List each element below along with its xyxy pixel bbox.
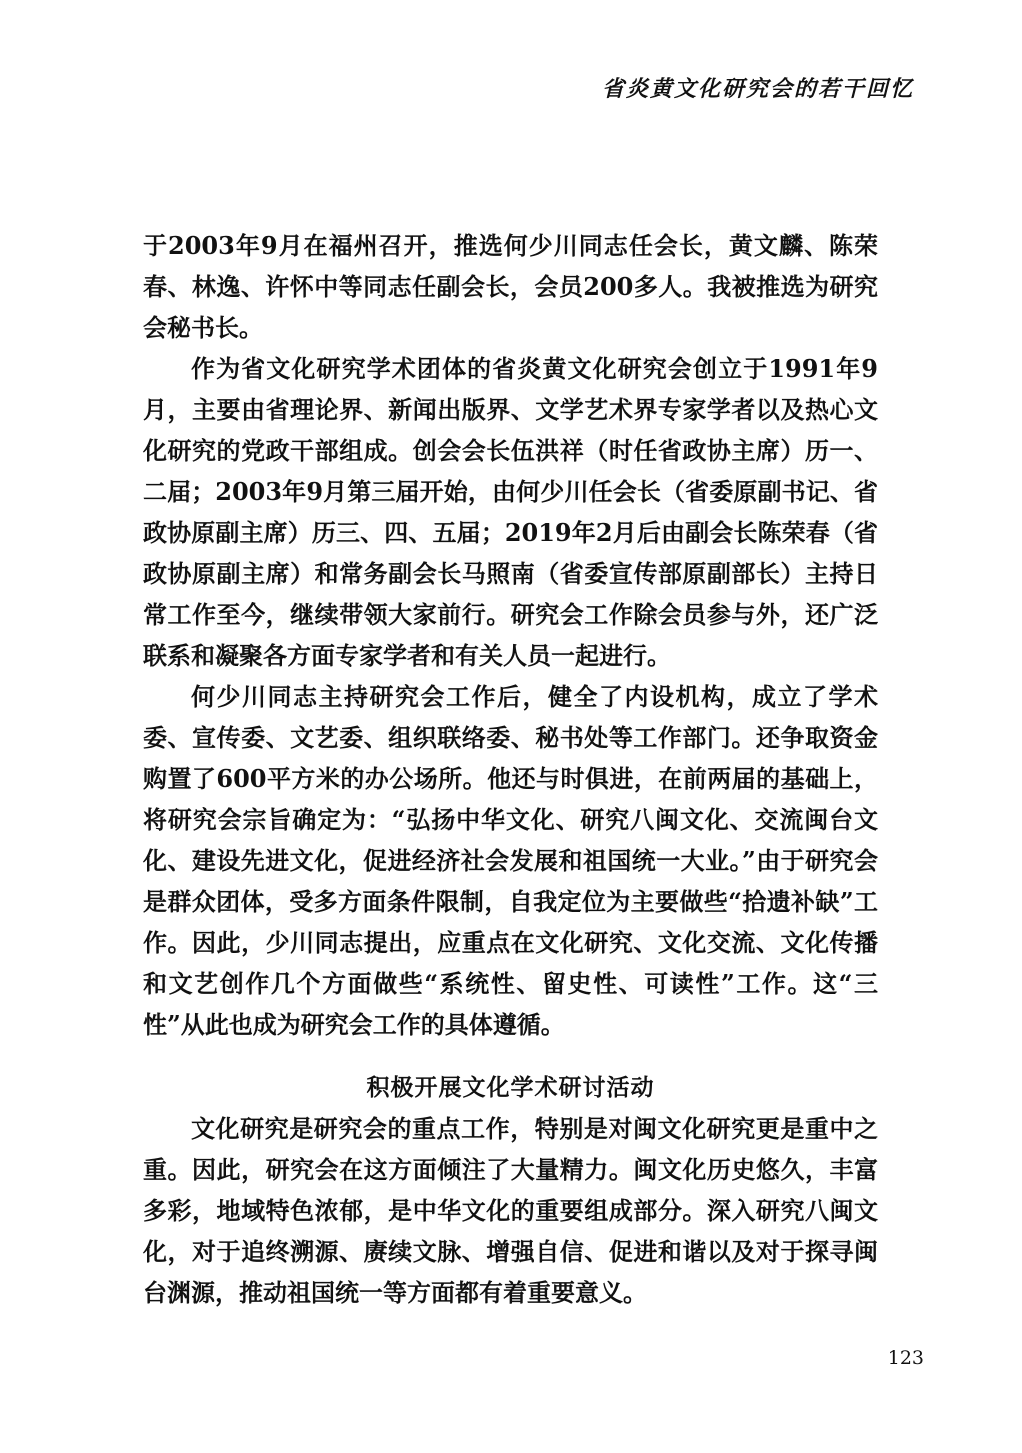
page-number: 123 [887, 1347, 924, 1369]
body-text [143, 225, 878, 1313]
paragraph-research: 文化研究是研究会的重点工作，特别是对闽文化研究更是重中之重。因此，研究会在这方面倾注了大量精力。闽文化历史悠久，丰富多彩，地域特色浓郁，是中华文化的重要组成部分。深入研究八闽文化，对于追终溯源、赓续文脉、增强自信、促进和谐以及对于探寻闽台渊源，推动祖国统一等方面都有着重要意义。 [143, 1114, 878, 1307]
paragraph-founding: 作为省文化研究学术团体的省炎黄文化研究会创立于1991年9月，主要由省理论界、新闻出版界、文学艺术界专家学者以及热心文化研究的党政干部组成。创会会长伍洪祥（时任省政协主席）历一、二届；2003年9月第三届开始，由何少川任会长（省委原副书记、省政协原副主席）历三、四、五届；2019年2月后由副会长陈荣春（省政协原副主席）和常务副会长马照南（省委宣传部原副部长）主持日常工作至今，继续带领大家前行。研究会工作除会员参与外，还广泛联系和凝聚各方面专家学者和有关人员一起进行。 [143, 354, 878, 670]
paragraph-structure: 何少川同志主持研究会工作后，健全了内设机构，成立了学术委、宣传委、文艺委、组织联络委、秘书处等工作部门。还争取资金购置了600平方米的办公场所。他还与时俱进，在前两届的基础上，将研究会宗旨确定为：“弘扬中华文化、研究八闽文化、交流闽台文化、建设先进文化，促进经济社会发展和祖国统一大业。”由于研究会是群众团体，受多方面条件限制，自我定位为主要做些“拾遗补缺”工作。因此，少川同志提出，应重点在文化研究、文化交流、文化传播和文艺创作几个方面做些“系统性、留史性、可读性”工作。这“三性”从此也成为研究会工作的具体遵循。 [143, 682, 878, 1039]
running-header: 省炎黄文化研究会的若干回忆 [601, 76, 914, 102]
section-heading: 积极开展文化学术研讨活动 [366, 1074, 655, 1101]
paragraph-continuation: 于2003年9月在福州召开，推选何少川同志任会长，黄文麟、陈荣春、林逸、许怀中等同志任副会长，会员200多人。我被推选为研究会秘书长。 [143, 231, 878, 342]
